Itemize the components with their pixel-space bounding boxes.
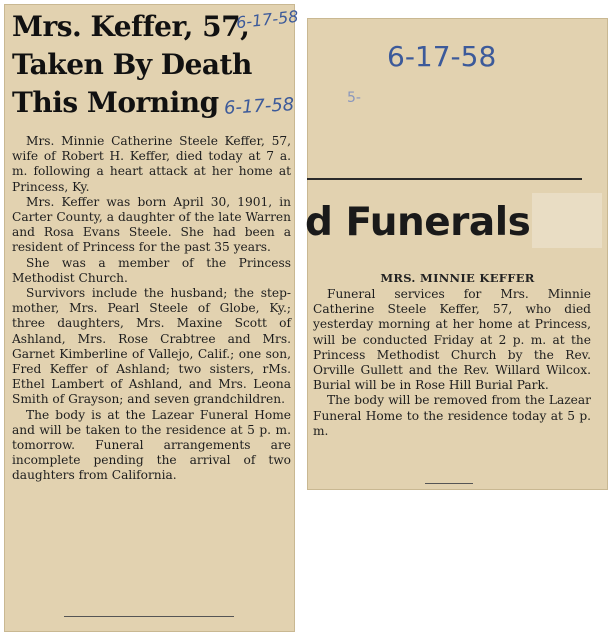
paragraph: Mrs. Minnie Catherine Steele Keffer, 57, wife of Robert H. Keffer, died today at 7 a. m. following a heart attack at her home at Princess, Ky.: [12, 134, 291, 194]
handwritten-date-top: 6-17-58: [235, 6, 300, 33]
top-rule: [307, 178, 582, 180]
handwritten-date: 6-17-58: [387, 40, 497, 73]
end-mark: [425, 483, 473, 484]
paragraph: Funeral services for Mrs. Minnie Catherine Steele Keffer, 57, who died yesterday morning at her home at Princess, will be conducted Friday at 2 p. m. at the Princess Methodist Church by the Rev. Orville Gullett and the Rev. Willard Wilcox. Burial will be in Rose Hill Burial Park.: [313, 287, 591, 393]
paragraph: Survivors include the husband; the step-mother, Mrs. Pearl Steele of Globe, Ky.; three daughters, Mrs. Maxine Scott of Ashland, Mrs. Rose Crabtree and Mrs. Garnet Kimberline of Vallejo, Calif.; one son, Fred Keffer of Ashland; two sisters, rMs. Ethel Lambert of Ashland, and Mrs. Leona Smith of Grayson; and seven grandchildren.: [12, 286, 291, 407]
headline-line-2: Taken By Death: [12, 48, 252, 81]
paragraph: She was a member of the Princess Methodist Church.: [12, 255, 291, 285]
faded-print: [532, 193, 602, 248]
notice-body: [313, 287, 591, 439]
obituary-clipping: [4, 4, 300, 632]
funeral-notice-clipping: [307, 18, 608, 490]
paragraph: Mrs. Keffer was born April 30, 1901, in Carter County, a daughter of the late Warren and Rosa Evans Steele. She had been a resident of Princess for the past 35 years.: [12, 194, 291, 255]
handwritten-date-headline: 6-17-58: [223, 94, 295, 119]
headline-line-1: Mrs. Keffer, 57,: [12, 10, 250, 43]
headline-line-3: This Morning: [12, 86, 219, 119]
paragraph: The body will be removed from the Lazear Funeral Home to the residence today at 5 p. m.: [313, 393, 591, 438]
paragraph: The body is at the Lazear Funeral Home and will be taken to the residence at 5 p. m. tomorrow. Funeral arrangements are incomplete pending the arrival of two daughters from California.: [12, 407, 291, 483]
section-heading: d Funerals: [305, 200, 531, 245]
next-headline-fragment: [14, 625, 234, 634]
obituary-body: [12, 134, 291, 484]
divider: [64, 616, 234, 617]
notice-subheading: MRS. MINNIE KEFFER: [380, 271, 535, 285]
handwritten-mark: 5-: [347, 90, 361, 106]
